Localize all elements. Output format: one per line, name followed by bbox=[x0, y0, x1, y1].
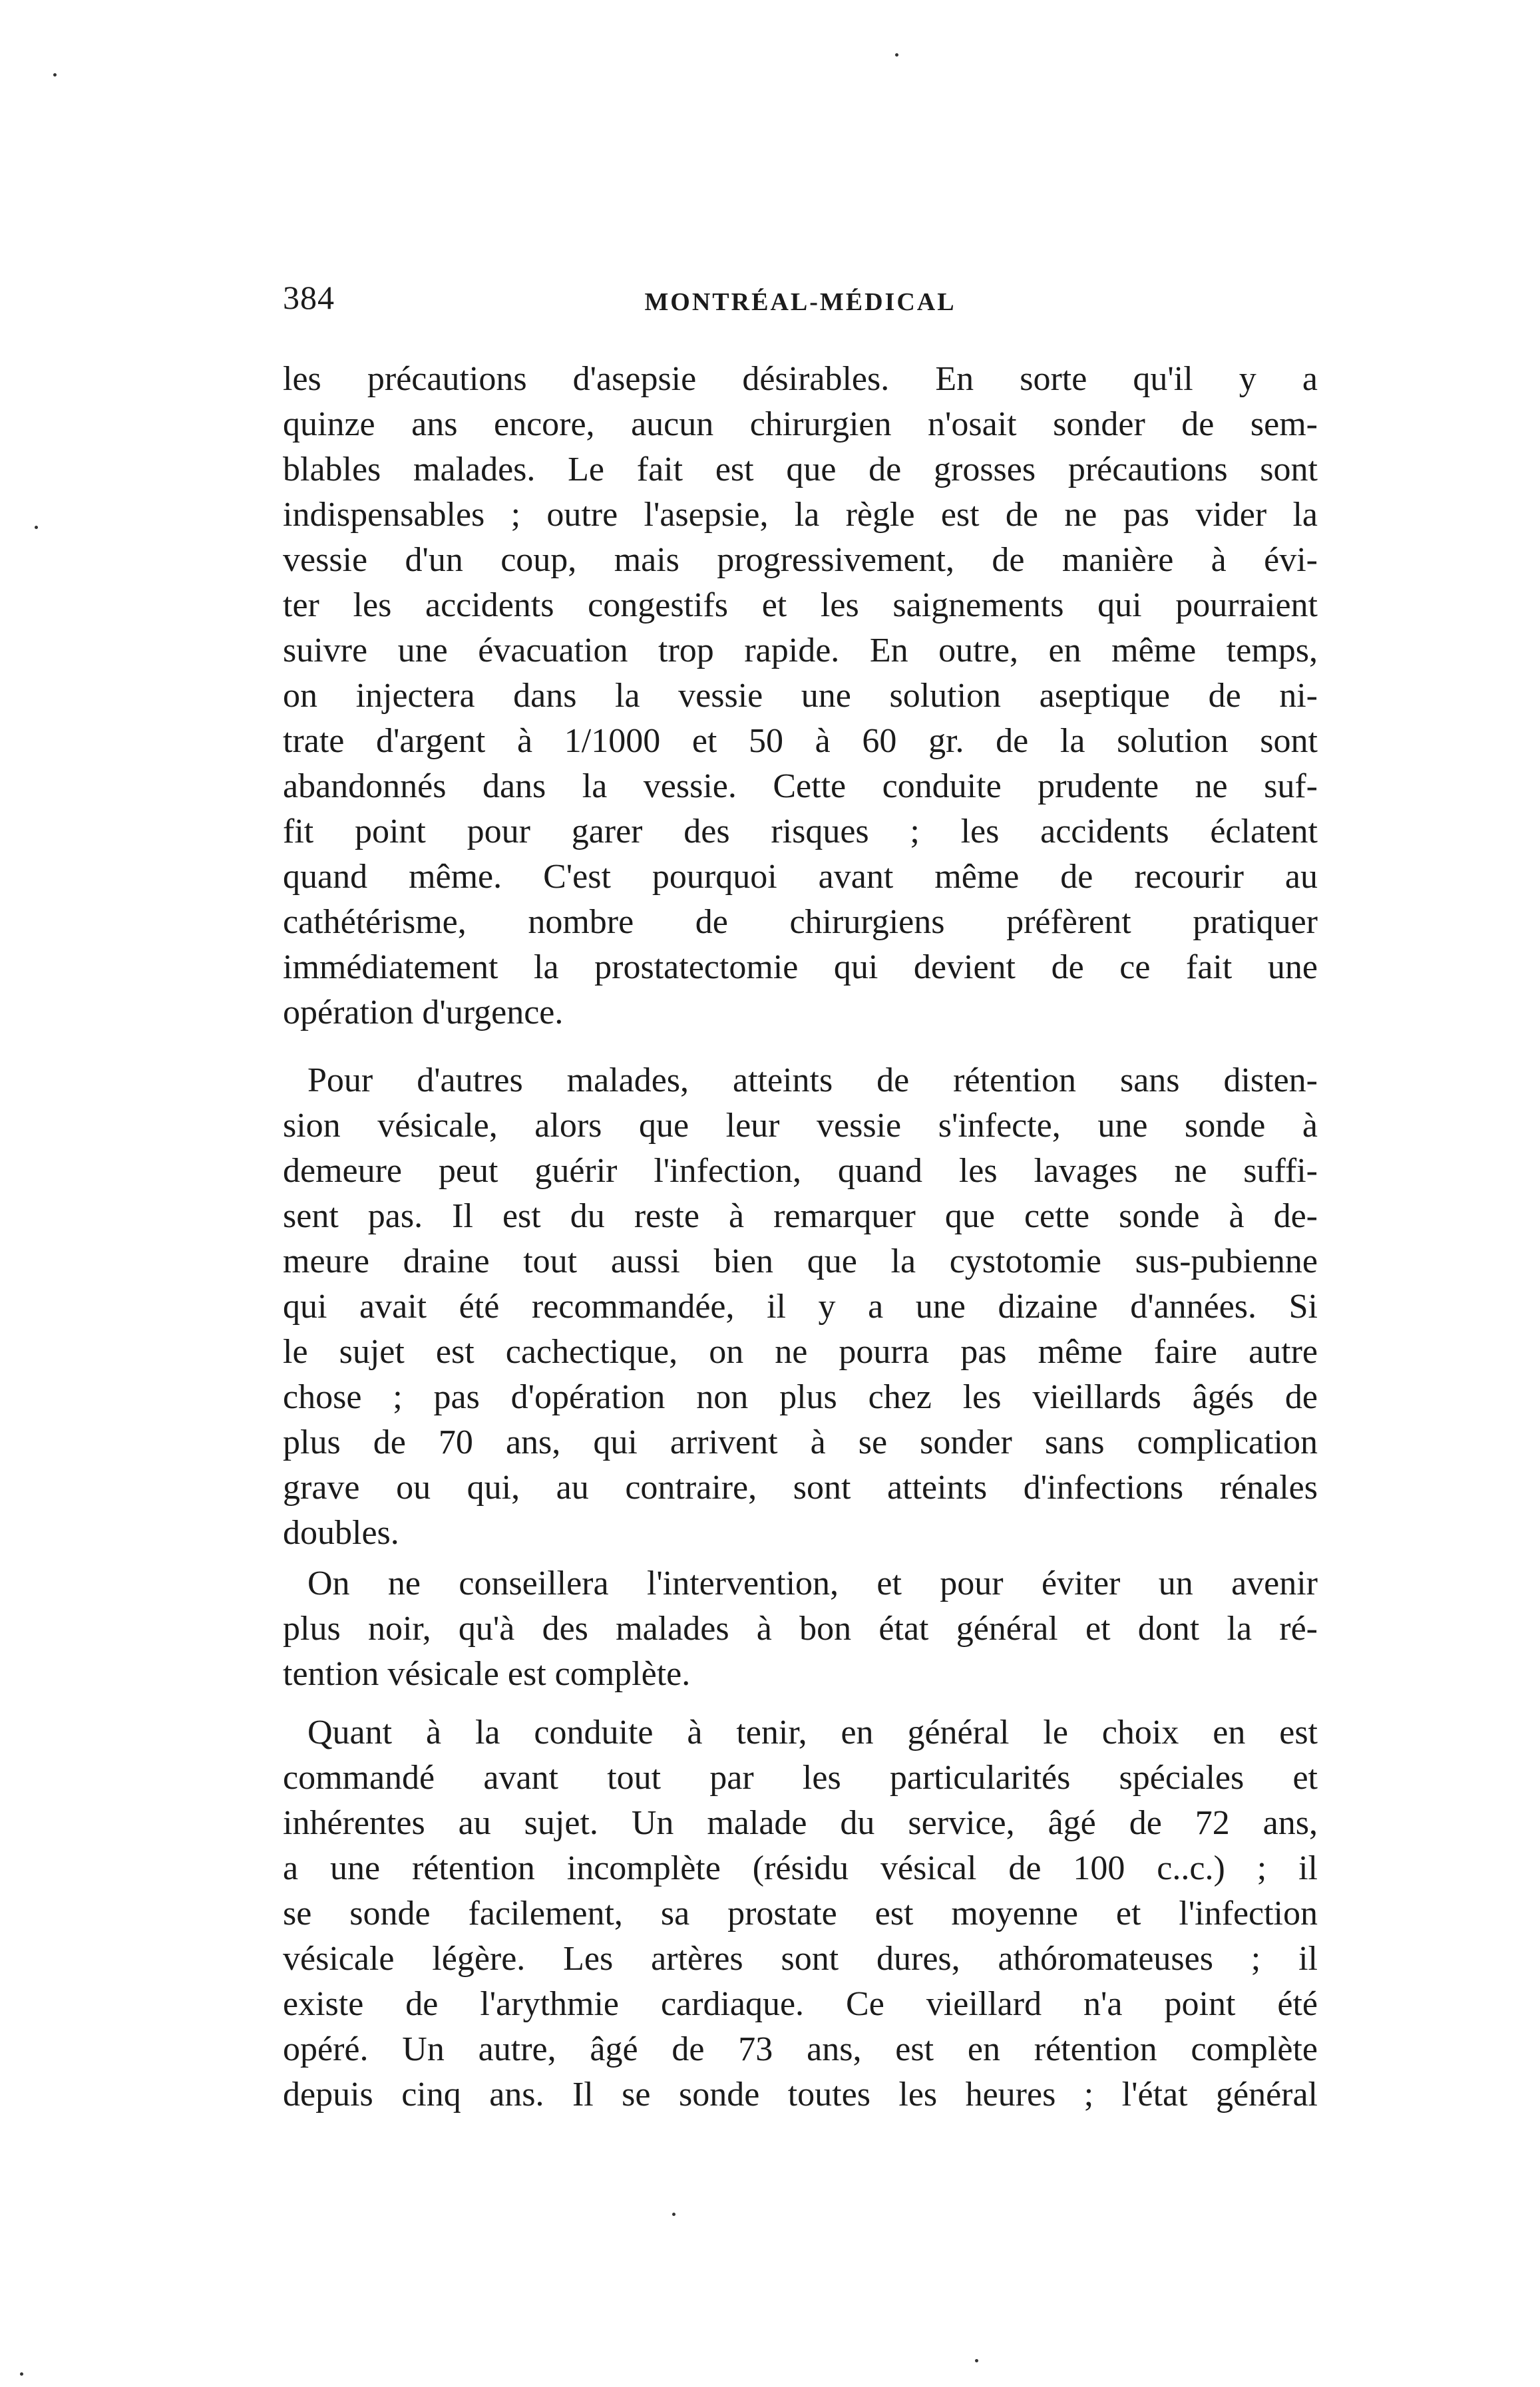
text-line: on injectera dans la vessie une solution aseptique de ni- bbox=[283, 677, 1318, 715]
text-line: inhérentes au sujet. Un malade du service, âgé de 72 ans, bbox=[283, 1804, 1318, 1842]
text-line: doubles. bbox=[283, 1514, 399, 1552]
text-line: opéré. Un autre, âgé de 73 ans, est en rétention complète bbox=[283, 2030, 1318, 2068]
text-line: suivre une évacuation trop rapide. En outre, en même temps, bbox=[283, 632, 1318, 669]
text-line: ter les accidents congestifs et les saignements qui pourraient bbox=[283, 586, 1318, 624]
text-line: indispensables ; outre l'asepsie, la règle est de ne pas vider la bbox=[283, 496, 1318, 534]
text-line: grave ou qui, au contraire, sont atteints d'infections rénales bbox=[283, 1469, 1318, 1507]
text-line: quand même. C'est pourquoi avant même de recourir au bbox=[283, 858, 1318, 896]
page-header bbox=[283, 278, 1318, 331]
text-line: cathétérisme, nombre de chirurgiens préfèrent pratiquer bbox=[283, 903, 1318, 941]
text-line: fit point pour garer des risques ; les accidents éclatent bbox=[283, 813, 1318, 850]
text-line: immédiatement la prostatectomie qui devient de ce fait une bbox=[283, 948, 1318, 986]
text-line: demeure peut guérir l'infection, quand les lavages ne suffi- bbox=[283, 1152, 1318, 1190]
paragraph-3 bbox=[283, 1561, 1318, 1697]
scan-speck bbox=[20, 2372, 23, 2376]
text-line: plus noir, qu'à des malades à bon état général et dont la ré- bbox=[283, 1610, 1318, 1648]
text-line: Quant à la conduite à tenir, en général le choix en est bbox=[307, 1714, 1318, 1751]
text-line: existe de l'arythmie cardiaque. Ce vieillard n'a point été bbox=[283, 1985, 1318, 2023]
text-line: vésicale légère. Les artères sont dures, athóromateuses ; il bbox=[283, 1940, 1318, 1978]
text-line: vessie d'un coup, mais progressivement, de manière à évi- bbox=[283, 541, 1318, 579]
text-line: meure draine tout aussi bien que la cystotomie sus-pubienne bbox=[283, 1242, 1318, 1280]
text-line: abandonnés dans la vessie. Cette conduite prudente ne suf- bbox=[283, 767, 1318, 805]
text-line: plus de 70 ans, qui arrivent à se sonder sans complication bbox=[283, 1423, 1318, 1461]
text-line: commandé avant tout par les particularités spéciales et bbox=[283, 1759, 1318, 1797]
paragraph-1 bbox=[283, 357, 1318, 1035]
text-line: trate d'argent à 1/1000 et 50 à 60 gr. de la solution sont bbox=[283, 722, 1318, 760]
scan-speck bbox=[672, 2213, 675, 2216]
text-line: sion vésicale, alors que leur vessie s'infecte, une sonde à bbox=[283, 1107, 1318, 1145]
text-line: blables malades. Le fait est que de grosses précautions sont bbox=[283, 451, 1318, 488]
text-line: tention vésicale est complète. bbox=[283, 1655, 691, 1693]
text-line: quinze ans encore, aucun chirurgien n'osait sonder de sem- bbox=[283, 405, 1318, 443]
text-line: Pour d'autres malades, atteints de rétention sans disten- bbox=[307, 1061, 1318, 1099]
text-line: On ne conseillera l'intervention, et pour éviter un avenir bbox=[307, 1564, 1318, 1602]
text-line: depuis cinq ans. Il se sonde toutes les heures ; l'état général bbox=[283, 2076, 1318, 2113]
scan-speck bbox=[35, 526, 38, 529]
page-number: 384 bbox=[283, 279, 335, 316]
text-line: qui avait été recommandée, il y a une dizaine d'années. Si bbox=[283, 1288, 1318, 1326]
text-line: sent pas. Il est du reste à remarquer que cette sonde à de- bbox=[283, 1197, 1318, 1235]
running-head: MONTRÉAL-MÉDICAL bbox=[644, 288, 956, 316]
text-line: a une rétention incomplète (résidu vésical de 100 c..c.) ; il bbox=[283, 1849, 1318, 1887]
text-line: les précautions d'asepsie désirables. En sorte qu'il y a bbox=[283, 360, 1318, 398]
text-line: le sujet est cachectique, on ne pourra pas même faire autre bbox=[283, 1333, 1318, 1371]
paragraph-2 bbox=[283, 1058, 1318, 1556]
scan-speck bbox=[53, 73, 57, 77]
text-line: chose ; pas d'opération non plus chez les vieillards âgés de bbox=[283, 1378, 1318, 1416]
text-line: opération d'urgence. bbox=[283, 994, 564, 1031]
paragraph-4 bbox=[283, 1710, 1318, 2117]
scan-speck bbox=[975, 2359, 978, 2362]
text-line: se sonde facilement, sa prostate est moyenne et l'infection bbox=[283, 1895, 1318, 1932]
scan-speck bbox=[895, 53, 898, 57]
